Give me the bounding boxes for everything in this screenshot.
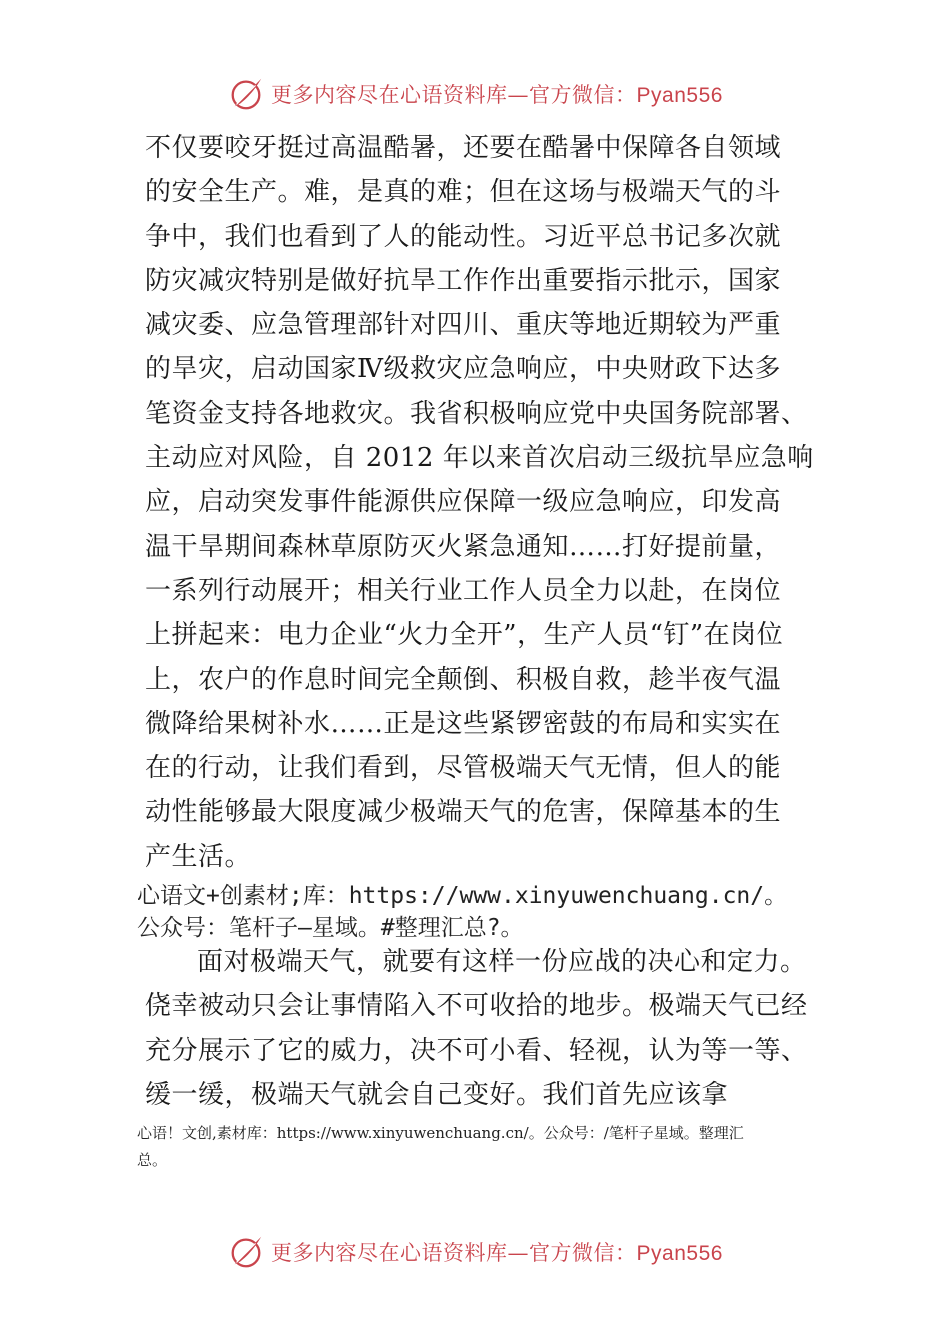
- text-line: 公众号：笔杆子—星域。#整理汇总?。: [137, 915, 524, 941]
- paragraph-2-text: [145, 940, 835, 1117]
- text-line: 缓一缓，极端天气就会自己变好。我们首先应该拿: [145, 1079, 729, 1110]
- text-line: 产生活。: [145, 841, 252, 872]
- footer-banner-text: [271, 1237, 723, 1267]
- text-line: 笔资金支持各地救灾。我省积极响应党中央国务院部署、: [145, 398, 808, 429]
- header-banner-wechat-id: Pyan556: [636, 84, 723, 107]
- paragraph-1-text: [145, 126, 825, 879]
- text-line: 温干旱期间森林草原防灭火紧急通知……打好提前量，: [145, 531, 782, 562]
- header-banner-text: [271, 79, 723, 109]
- text-line: 侥幸被动只会让事情陷入不可收拾的地步。极端天气已经: [145, 991, 808, 1022]
- header-banner-inner: [227, 75, 723, 113]
- footer-banner-inner: [227, 1233, 723, 1271]
- footer-banner: [0, 1228, 950, 1276]
- header-banner: [0, 70, 950, 118]
- text-line: 微降给果树补水……正是这些紧锣密鼓的布局和实实在: [145, 708, 782, 739]
- quill-pen-logo-icon: [227, 75, 265, 113]
- text-line: 充分展示了它的威力，决不可小看、轻视，认为等一等、: [145, 1035, 808, 1066]
- text-line: 总。: [137, 1151, 168, 1169]
- text-line: 争中，我们也看到了人的能动性。习近平总书记多次就: [145, 221, 782, 252]
- text-line: 心语文+创素材;库：https://www.xinyuwenchuang.cn/。: [137, 883, 788, 909]
- text-line: 的安全生产。难，是真的难；但在这场与极端天气的斗: [145, 177, 782, 208]
- text-line: 在的行动，让我们看到，尽管极端天气无情，但人的能: [145, 753, 782, 784]
- paragraph-2: [145, 940, 835, 1117]
- header-banner-cn: 更多内容尽在心语资料库—官方微信：: [271, 83, 637, 107]
- text-line: 一系列行动展开；相关行业工作人员全力以赴，在岗位: [145, 575, 782, 606]
- text-line: 面对极端天气，就要有这样一份应战的决心和定力。: [197, 947, 807, 977]
- text-line: 的旱灾，启动国家Ⅳ级救灾应急响应，中央财政下达多: [145, 354, 781, 385]
- text-line: 减灾委、应急管理部针对四川、重庆等地近期较为严重: [145, 310, 782, 341]
- text-line: 应，启动突发事件能源供应保障一级应急响应，印发高: [145, 487, 782, 518]
- text-line: 心语！文创,素材库：https://www.xinyuwenchuang.cn/。公众号：/笔杆子星域。整理汇: [137, 1124, 744, 1142]
- text-line: 防灾减灾特别是做好抗旱工作作出重要指示批示，国家: [145, 265, 782, 296]
- bottom-source-note: [137, 1120, 827, 1174]
- text-line: 上，农户的作息时间完全颠倒、积极自救，趁半夜气温: [145, 664, 782, 695]
- footer-banner-wechat-id: Pyan556: [636, 1242, 723, 1265]
- text-line: 动性能够最大限度减少极端天气的危害，保障基本的生: [145, 797, 782, 828]
- text-line: 主动应对风险，自 2012 年以来首次启动三级抗旱应急响: [145, 443, 814, 474]
- quill-pen-logo-icon: [227, 1233, 265, 1271]
- text-line: 上拼起来：电力企业“火力全开”，生产人员“钉”在岗位: [145, 620, 784, 651]
- text-line: 不仅要咬牙挺过高温酷暑，还要在酷暑中保障各自领域: [145, 133, 782, 163]
- paragraph-1: [145, 126, 825, 879]
- footer-banner-cn: 更多内容尽在心语资料库—官方微信：: [271, 1241, 637, 1265]
- mid-source-note: [137, 880, 837, 944]
